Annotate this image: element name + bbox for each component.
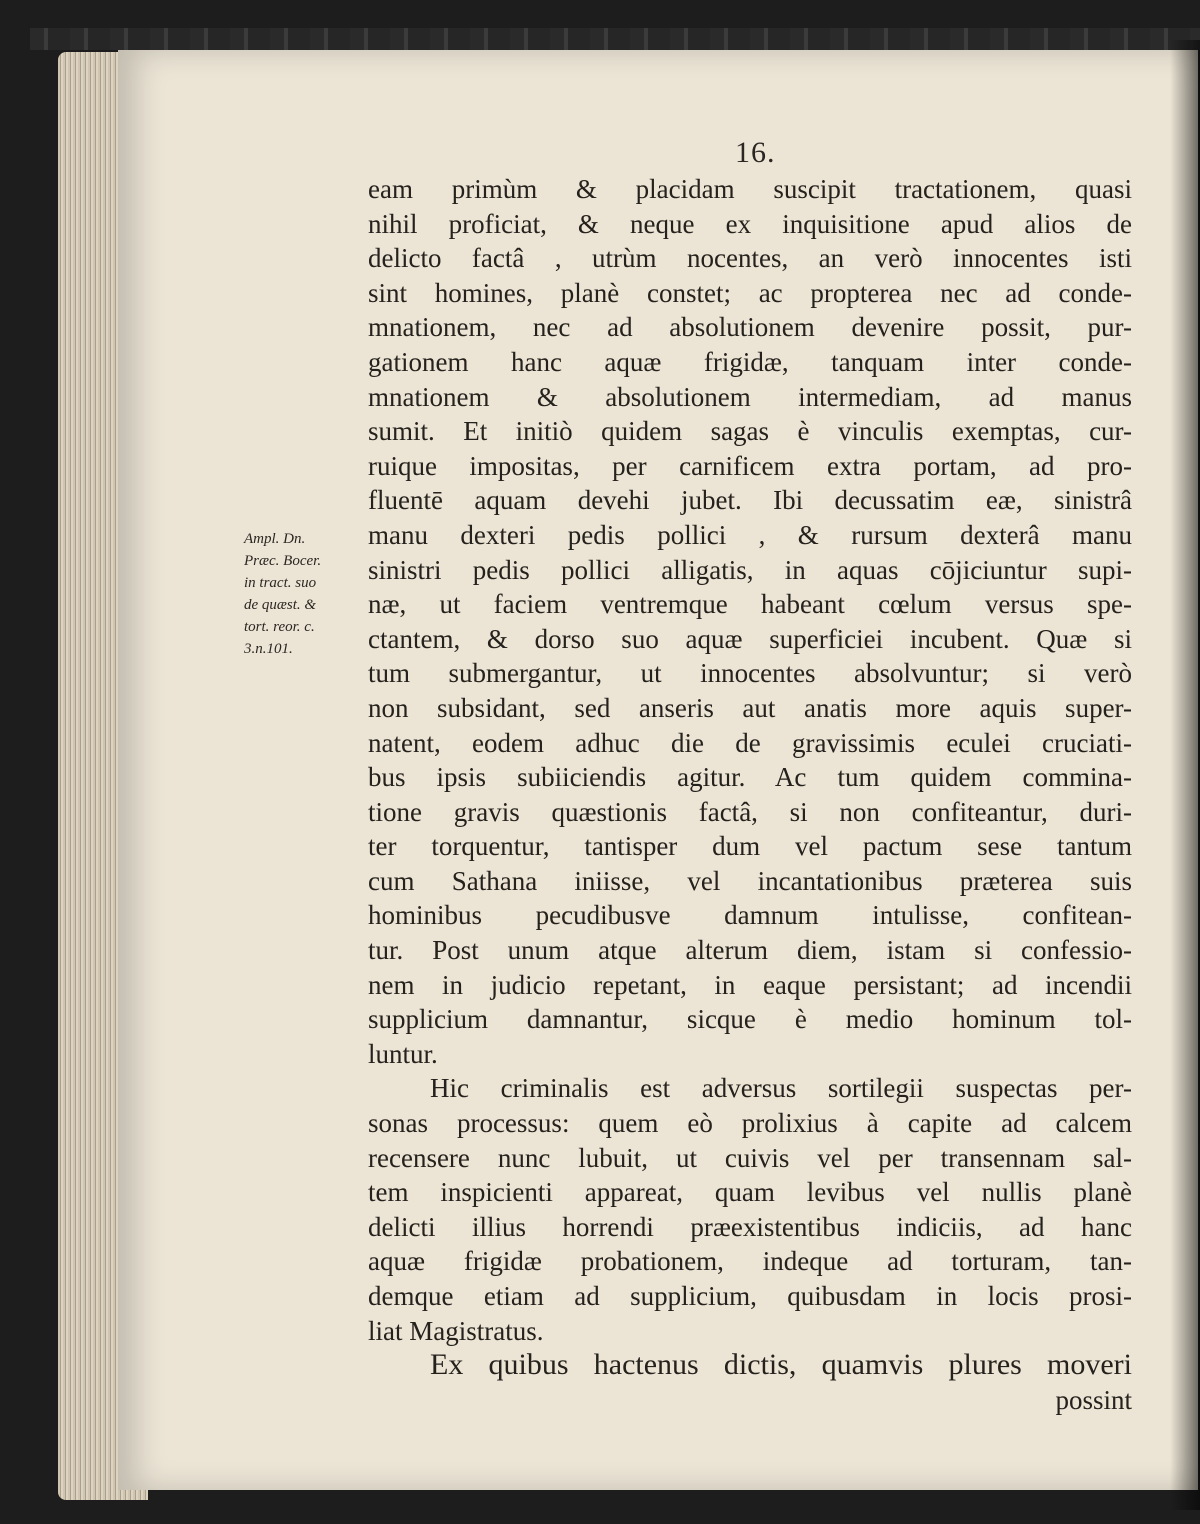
text-line: eam primùm & placidam suscipit tractationem, quasi bbox=[368, 174, 1132, 204]
text-line: ter torquentur, tantisper dum vel pactum sese tantum bbox=[368, 831, 1132, 862]
text-line: tem inspicienti appareat, quam levibus vel nullis planè bbox=[368, 1177, 1132, 1208]
text-line: bus ipsis subiiciendis agitur. Ac tum quidem commina- bbox=[368, 762, 1132, 793]
text-line: non subsidant, sed anseris aut anatis more aquis super- bbox=[368, 692, 1132, 723]
text-line: luntur. bbox=[368, 1038, 438, 1069]
text-line: tum submergantur, ut innocentes absolvuntur; si verò bbox=[368, 658, 1132, 689]
text-line: aquæ frigidæ probationem, indeque ad torturam, tan- bbox=[368, 1246, 1132, 1277]
page-number: 16. bbox=[735, 136, 776, 169]
text-line: manu dexteri pedis pollici , & rursum dexterâ manu bbox=[368, 519, 1132, 550]
text-line: cum Sathana iniisse, vel incantationibus præterea suis bbox=[368, 865, 1132, 896]
text-line: sumit. Et initiò quidem sagas è vinculis exemptas, cur- bbox=[368, 416, 1132, 447]
text-line: nihil proficiat, & neque ex inquisitione apud alios de bbox=[368, 208, 1132, 239]
text-line: næ, ut faciem ventremque habeant cœlum versus spe- bbox=[368, 589, 1132, 620]
text-line: hominibus pecudibusve damnum intulisse, confitean- bbox=[368, 900, 1132, 931]
text-line: natent, eodem adhuc die de gravissimis eculei cruciati- bbox=[368, 727, 1132, 758]
paragraph-start-line: Hic criminalis est adversus sortilegii suspectas per- bbox=[430, 1073, 1132, 1104]
text-line: mnationem, nec ad absolutionem devenire possit, pur- bbox=[368, 312, 1132, 343]
gutter-shadow bbox=[1170, 40, 1200, 1510]
text-line: supplicium damnantur, sicque è medio hominum tol- bbox=[368, 1004, 1132, 1035]
text-line: demque etiam ad supplicium, quibusdam in locis prosi- bbox=[368, 1281, 1132, 1311]
text-line: sint homines, planè constet; ac propterea nec ad conde- bbox=[368, 277, 1132, 308]
text-line: liat Magistratus. bbox=[368, 1315, 544, 1346]
paragraph-start-line: Ex quibus hactenus dictis, quamvis plures moveri bbox=[430, 1348, 1132, 1382]
text-line: ctantem, & dorso suo aquæ superficiei incubent. Quæ si bbox=[368, 623, 1132, 654]
text-line: delicto factâ , utrùm nocentes, an verò innocentes isti bbox=[368, 243, 1132, 274]
text-line: recensere nunc lubuit, ut cuivis vel per transennam sal- bbox=[368, 1142, 1132, 1173]
text-line: mnationem & absolutionem intermediam, ad manus bbox=[368, 381, 1132, 412]
body-text bbox=[368, 172, 1132, 1417]
text-line: ruique impositas, per carnificem extra portam, ad pro- bbox=[368, 450, 1132, 481]
text-line: nem in judicio repetant, in eaque persistant; ad incendii bbox=[368, 969, 1132, 1000]
catchword: possint bbox=[1055, 1384, 1132, 1415]
text-line: delicti illius horrendi præexistentibus indiciis, ad hanc bbox=[368, 1211, 1132, 1242]
text-line: sinistri pedis pollici alligatis, in aquas cōjiciuntur supi- bbox=[368, 554, 1132, 585]
margin-note: Ampl. Dn. Præc. Bocer. in tract. suo de quæst. & tort. reor. c. 3.n.101. bbox=[244, 531, 322, 657]
text-line: sonas processus: quem eò prolixius à capite ad calcem bbox=[368, 1108, 1132, 1139]
text-line: tur. Post unum atque alterum diem, istam si confessio- bbox=[368, 935, 1132, 966]
text-line: fluentē aquam devehi jubet. Ibi decussatim eæ, sinistrâ bbox=[368, 485, 1132, 516]
text-line: gationem hanc aquæ frigidæ, tanquam inter conde- bbox=[368, 346, 1132, 377]
book-top-edge bbox=[30, 28, 1200, 50]
text-line: tione gravis quæstionis factâ, si non confiteantur, duri- bbox=[368, 796, 1132, 827]
